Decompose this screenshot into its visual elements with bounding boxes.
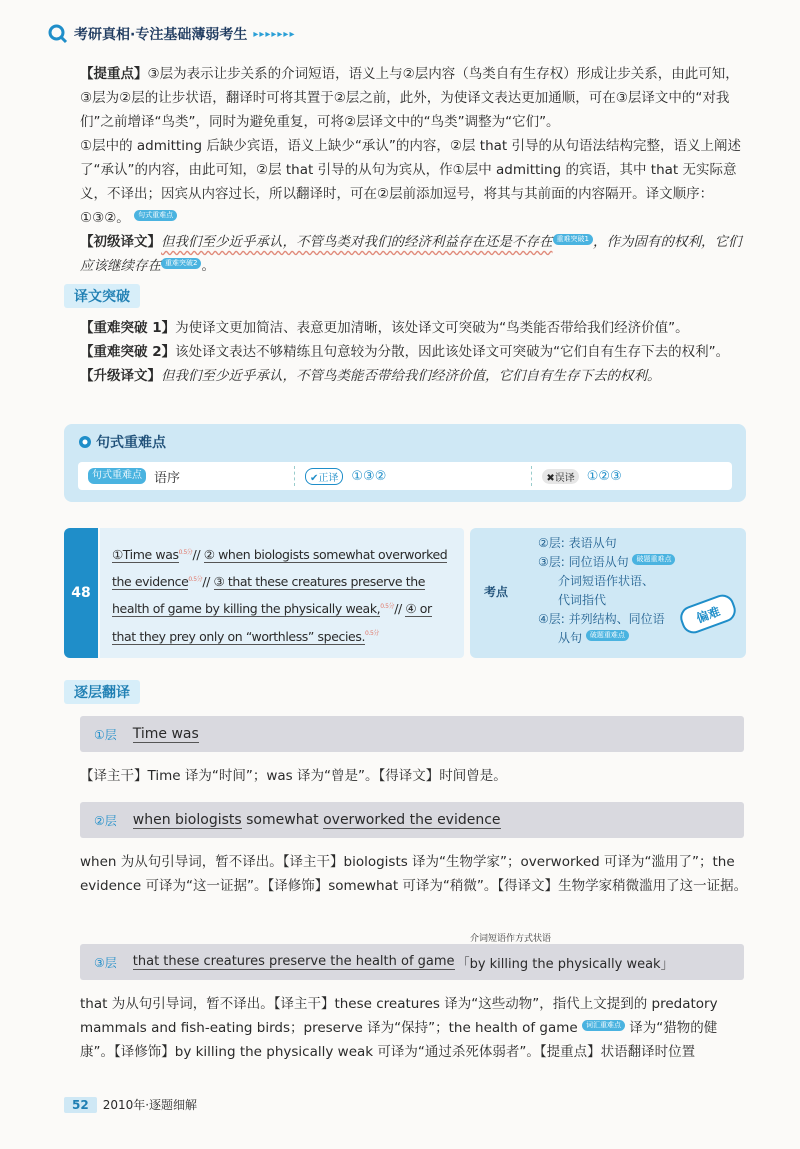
tupo-item: [80, 340, 750, 364]
tupo-list: [80, 316, 750, 388]
divider: [294, 466, 295, 486]
shengji-item: [80, 364, 750, 388]
shengji-text: 但我们至少近乎承认，不管鸟类能否带给我们经济价值，它们自有生存下去的权利。: [161, 368, 661, 384]
tupo-tag: 译文突破: [64, 284, 140, 308]
score-1: 0.5分: [178, 549, 193, 556]
sentence-sticker: 句式重难点: [134, 210, 177, 221]
chuji-sticker1: 重难突破1: [553, 234, 593, 245]
layer-sent-2c: overworked the evidence: [323, 812, 501, 828]
chuji-label: 【初级译文】: [80, 234, 161, 250]
search-logo-icon: [48, 24, 68, 44]
tupo-label-2: 【重难突破 2】: [80, 344, 176, 360]
chuji-sticker2: 重难突破2: [161, 258, 201, 269]
sentence-box: [100, 528, 464, 658]
layer-bar-2: [80, 802, 744, 838]
layer-num-3: ③层: [94, 955, 117, 970]
kaodian-item: ②层: 表语从句: [538, 536, 617, 550]
jushi-inner: [78, 462, 732, 490]
layer-expl-3: [80, 992, 750, 1064]
page-header: [48, 20, 295, 48]
jushi-title-text: 句式重难点: [96, 435, 166, 451]
chuji-end: 。: [201, 258, 215, 274]
ti-zhong-dian-p2: ①层中的 admitting 后缺少宾语，语义上缺少“承认”的内容，②层 that 引导的从句语法结构完整，语义上阐述了“承认”的内容，由此可知，②层 that 引导的从句为宾从，作①层中 admitting 的宾语，其中 that 无实际意义，不译出；因宾从内容过长，所以翻译时，可在②层前添加逗号，将其与其前面的内容隔开。译文顺序：①③②。: [80, 138, 741, 226]
part-2: ② when biologists somewhat overworked the evidence: [112, 547, 448, 590]
layer-expl-1: 【译主干】Time 译为“时间”；was 译为“曾是”。【得译文】时间曾是。: [80, 768, 507, 784]
kaodian-item: [538, 629, 675, 648]
kaodian-box: [470, 528, 746, 658]
layer-num-1: ①层: [94, 727, 117, 742]
kaodian-item: ④层: 并列结构、同位语: [538, 612, 665, 626]
kaodian-label: 考点: [484, 585, 509, 599]
tupo-text-1: 为使译文更加简洁、表意更加清晰，该处译文可突破为“鸟类能否带给我们经济价值”。: [175, 320, 689, 336]
layer-sent-2a: when biologists: [132, 812, 242, 828]
correct-value: ①③②: [351, 468, 387, 484]
layer-sent-3b: 「by killing the physically weak」: [456, 956, 674, 972]
tupo-text-2: 该处译文表达不够精练且句意较为分散，因此该处译文可突破为“它们自有生存下去的权利”。: [175, 344, 730, 360]
score-3: 0.5分: [380, 603, 395, 611]
divider: [531, 466, 532, 486]
layer-sticker-3: 词汇重难点: [582, 1020, 625, 1031]
wrong-value: ①②③: [586, 468, 622, 484]
ti-zhong-dian-p1: ③层为表示让步关系的介词短语，语义上与②层内容（鸟类自有生存权）形成让步关系，由此可知，③层为②层的让步状语，翻译时可将其置于②层之前，此外，为使译文表达更加通顺，可在③层译文中的“对我们”之前增译“鸟类”，同时为避免重复，可将②层译文中的“鸟类”调整为“它们”。: [80, 66, 739, 130]
kaodian-item-text: 从句: [558, 631, 583, 645]
layer-sent-2b: somewhat: [241, 812, 324, 828]
footer-text: 2010年·逐题细解: [102, 1098, 198, 1112]
tupo-label-1: 【重难突破 1】: [80, 320, 176, 336]
layer-expl-2: when 为从句引导词，暂不译出。【译主干】biologists 译为“生物学家”；overworked 可译为“滥用了”；the evidence 可译为“这一证据”。【译修饰】somewhat 可译为“稍微”。【得译文】生物学家稍微滥用了这一证据。: [80, 854, 748, 894]
chuji-text1: 但我们至少近乎承认，不管鸟类对我们的经济利益存在还是不存在: [161, 234, 553, 250]
zhuceng-tag: 逐层翻译: [64, 680, 140, 704]
layer-sent-2: [133, 812, 501, 828]
layer-expl-3b: 译为“猎物的健康”。【译修饰】by killing the physically weak 可译为“通过杀死体弱者”。【提重点】状语翻译时位置: [80, 1020, 718, 1060]
chuji-block: [80, 230, 750, 278]
layer-bar-3: [80, 944, 744, 980]
part-1: ①Time was: [112, 547, 179, 563]
kaodian-item: 代词指代: [558, 593, 607, 607]
part-4: ④ or that they prey only on “worthless” species.: [112, 601, 432, 644]
tupo-item: [80, 316, 750, 340]
target-icon: [78, 435, 92, 449]
jushi-tag: 句式重难点: [88, 468, 146, 484]
page-number: 52: [64, 1097, 97, 1113]
layer-sent-3a: that these creatures preserve the health of game: [132, 954, 455, 969]
chuji-text2: ，作为固有的权利，它们应该继续存在: [80, 234, 742, 274]
score-4: 0.5分: [365, 630, 379, 638]
kaodian-item: [538, 553, 675, 572]
layer-expl-3a: that 为从句引导词，暂不译出。【译主干】these creatures 译为“这些动物”，指代上文提到的 predatory mammals and fish-eating birds；preserve 译为“保持”；the health of game: [80, 996, 718, 1036]
wrong-label: ✖误译: [542, 469, 578, 484]
kaodian-sticker: 破题重难点: [632, 554, 675, 565]
sentence-number: 48: [64, 528, 98, 658]
kaodian-item: 介词短语作状语、: [558, 574, 655, 588]
tupo-section: [64, 284, 140, 308]
shengji-label: 【升级译文】: [80, 368, 161, 384]
kaodian-item-text: ③层: 同位语从句: [538, 555, 629, 569]
sentence-text: ①Time was$^{0.5分}$// ② when biologists somewhat overworked the evidence$^{0.5分}$// ③ that these creatures preserve the health of game by killing the physically weak,$^{0.5分}$// ④ or that they prey only on “worthless” species.$^{0.5分}$: [112, 547, 448, 644]
jushi-title: [78, 432, 166, 452]
header-arrows: ▸▸▸▸▸▸▸: [253, 28, 296, 40]
layer-note-3: 介词短语作方式状语: [470, 934, 552, 944]
layer-bar-1: [80, 716, 744, 752]
ti-zhong-dian-label: 【提重点】: [80, 66, 148, 82]
difficulty-badge: 偏难: [677, 591, 739, 636]
kaodian-list: [538, 534, 675, 648]
kaodian-sticker: 破题重难点: [586, 630, 629, 641]
zhuceng-section: [64, 680, 140, 704]
jushi-value: 语序: [154, 470, 181, 486]
ti-zhong-dian-block: [80, 62, 750, 230]
part-3: ③ that these creatures preserve the health of game by killing the physically weak,: [112, 574, 426, 617]
footer: [64, 1096, 197, 1113]
layer-num-2: ②层: [94, 813, 117, 828]
score-2: 0.5分: [188, 576, 203, 584]
correct-label: ✔正译: [305, 468, 343, 485]
layer-sent-1: Time was: [132, 725, 199, 742]
header-title: 考研真相·专注基础薄弱考生: [74, 27, 248, 43]
